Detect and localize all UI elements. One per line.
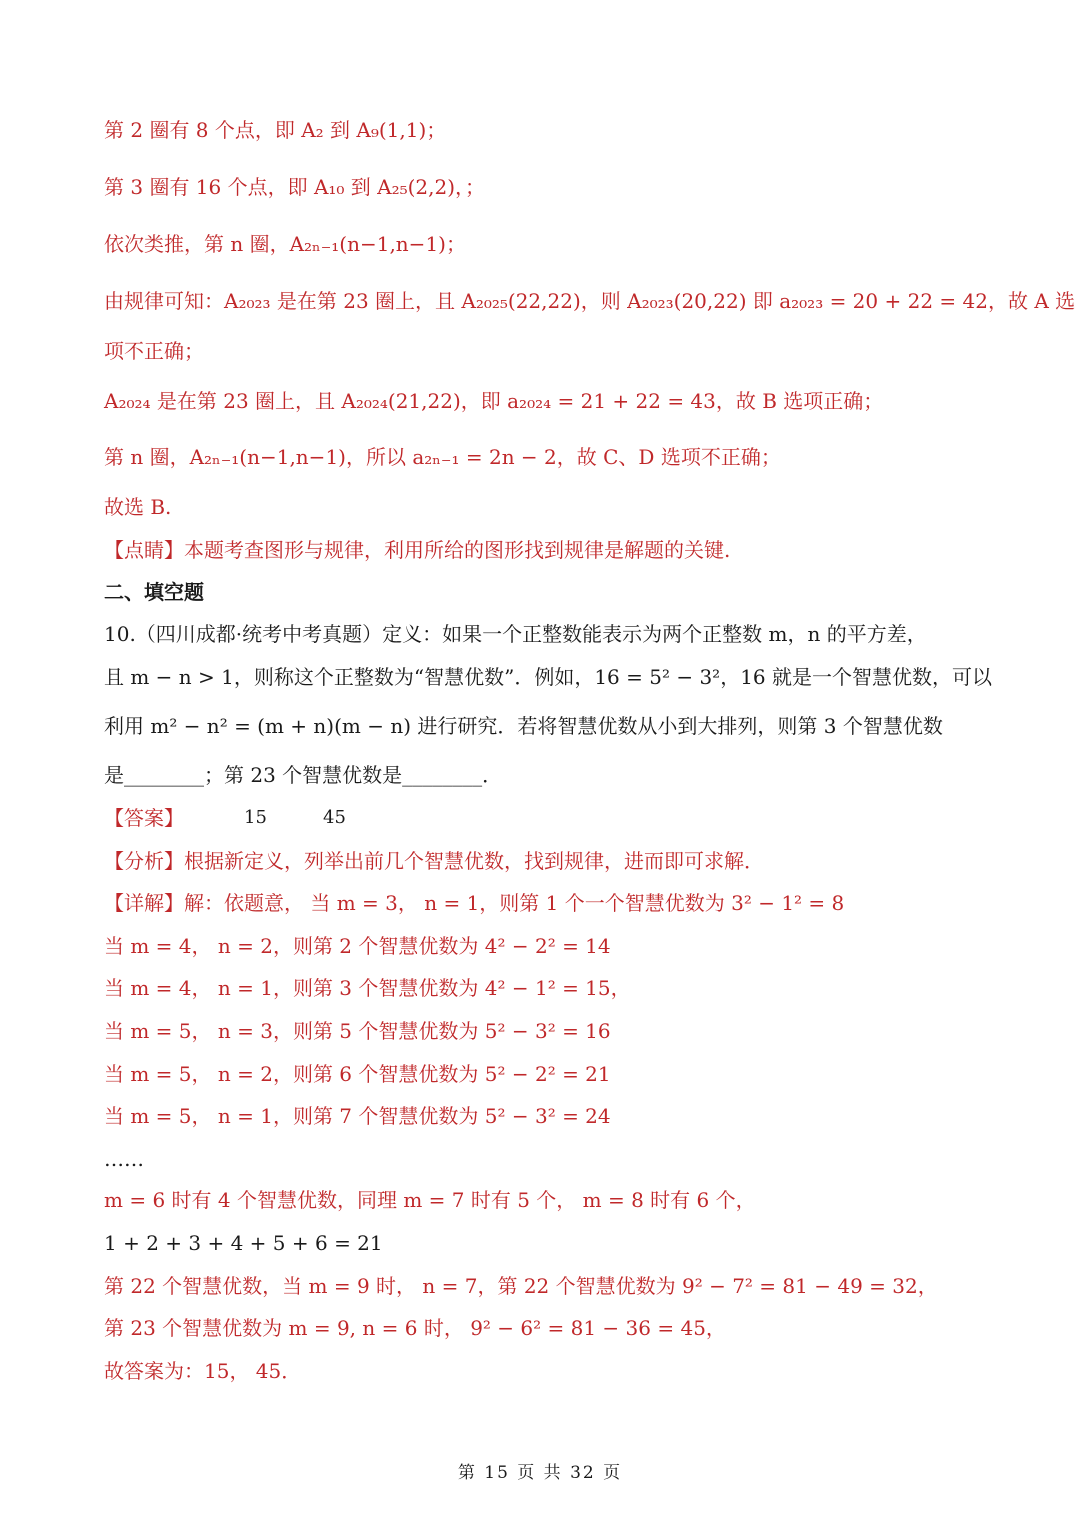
text-line: 故选 B. — [104, 495, 172, 519]
text-line: 第 2 圈有 8 个点，即 A₂ 到 A₉(1,1)； — [104, 118, 447, 142]
detail-line: 当 m = 5， n = 1，则第 7 个智慧优数为 5² − 3² = 24 — [104, 1104, 611, 1128]
text-line: 依次类推，第 n 圈，A₂ₙ₋₁(n−1,n−1)； — [104, 232, 466, 256]
detail-line: 当 m = 5， n = 2，则第 6 个智慧优数为 5² − 2² = 21 — [104, 1062, 611, 1086]
key-point-note: 【点睛】本题考查图形与规律，利用所给的图形找到规律是解题的关键. — [104, 538, 731, 562]
question-line: 是________；第 23 个智慧优数是________． — [104, 763, 503, 787]
text-line: 第 n 圈，A₂ₙ₋₁(n−1,n−1)，所以 a₂ₙ₋₁ = 2n − 2，故 C、D 选项不正确； — [104, 445, 781, 469]
ellipsis: …… — [104, 1147, 144, 1171]
answer-value: 15 — [244, 807, 267, 828]
answer-value: 45 — [323, 807, 346, 828]
text-line: 由规律可知：A₂₀₂₃ 是在第 23 圈上，且 A₂₀₂₅(22,22)，则 A₂₀₂₃(20,22) 即 a₂₀₂₃ = 20 + 22 = 42，故 A 选 — [104, 289, 1076, 313]
text-line: A₂₀₂₄ 是在第 23 圈上，且 A₂₀₂₄(21,22)，即 a₂₀₂₄ = 21 + 22 = 43，故 B 选项正确； — [104, 389, 884, 413]
question-line: 利用 m² − n² = (m + n)(m − n) 进行研究．若将智慧优数从小到大排列，则第 3 个智慧优数 — [104, 714, 943, 738]
detail-line: 【详解】解：依题意， 当 m = 3， n = 1，则第 1 个一个智慧优数为 3² − 1² = 8 — [104, 891, 845, 915]
detail-line: 第 22 个智慧优数，当 m = 9 时， n = 7，第 22 个智慧优数为 9² − 7² = 81 − 49 = 32， — [104, 1274, 938, 1298]
page-number: 第 15 页 共 32 页 — [457, 1463, 623, 1483]
text-line: 第 3 圈有 16 个点，即 A₁₀ 到 A₂₅(2,2)，； — [104, 175, 486, 199]
detail-line: 当 m = 5， n = 3，则第 5 个智慧优数为 5² − 3² = 16 — [104, 1019, 611, 1043]
text-line: 项不正确； — [104, 339, 204, 363]
detail-line: 当 m = 4， n = 2，则第 2 个智慧优数为 4² − 2² = 14 — [104, 934, 611, 958]
detail-line: 当 m = 4， n = 1，则第 3 个智慧优数为 4² − 1² = 15， — [104, 976, 631, 1000]
section-heading: 二、填空题 — [104, 580, 204, 604]
final-answer-line: 故答案为：15， 45． — [104, 1359, 302, 1383]
detail-line: 1 + 2 + 3 + 4 + 5 + 6 = 21 — [104, 1231, 383, 1255]
question-line: 10.（四川成都·统考中考真题）定义：如果一个正整数能表示为两个正整数 m，n 的平方差， — [104, 622, 927, 646]
question-line: 且 m − n > 1，则称这个正整数为“智慧优数”．例如，16 = 5² − 3²，16 就是一个智慧优数，可以 — [104, 665, 993, 689]
answer-label: 【答案】 — [104, 806, 184, 830]
detail-line: 第 23 个智慧优数为 m = 9, n = 6 时， 9² − 6² = 81 − 36 = 45， — [104, 1316, 726, 1340]
detail-line: m = 6 时有 4 个智慧优数，同理 m = 7 时有 5 个， m = 8 时有 6 个， — [104, 1188, 756, 1212]
analysis-line: 【分析】根据新定义，列举出前几个智慧优数，找到规律，进而即可求解． — [104, 849, 764, 873]
